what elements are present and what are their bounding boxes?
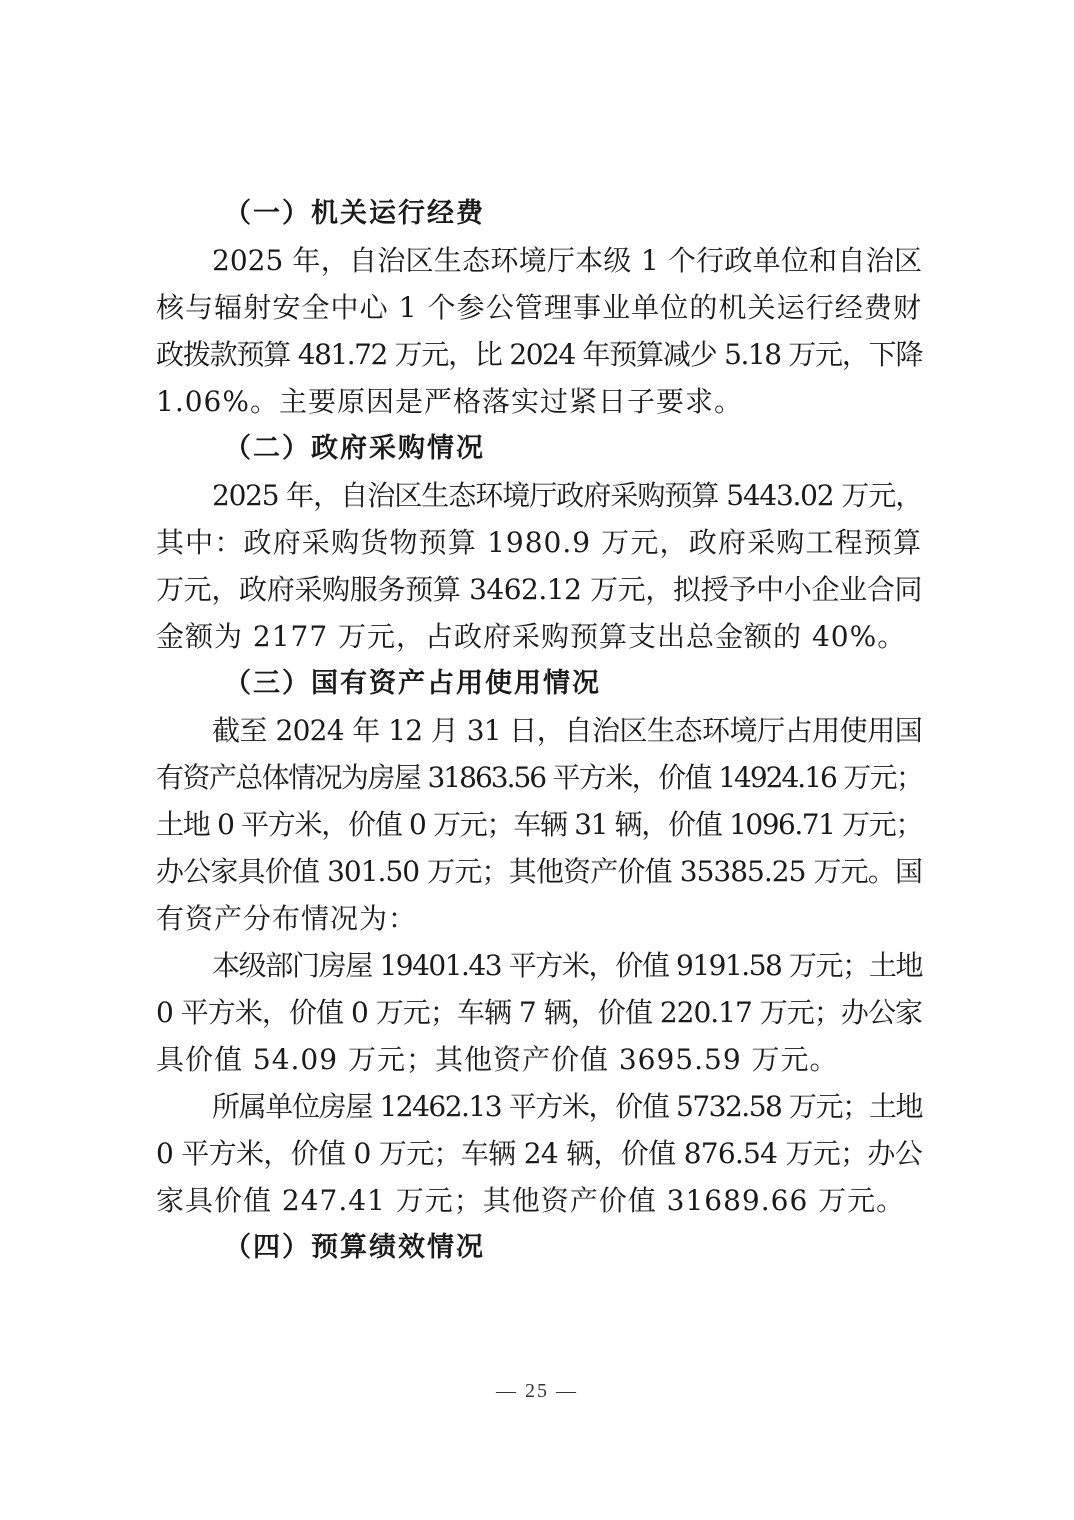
text-line: 本级部门房屋 19401.43 平方米，价值 9191.58 万元；土地: [212, 949, 922, 982]
paragraph-operating-expenses: [156, 237, 922, 425]
text-line: 截至 2024 年 12 月 31 日，自治区生态环境厅占用使用国: [212, 714, 922, 747]
page-number: — 25 —: [496, 1380, 578, 1402]
section-heading-1: （一）机关运行经费: [224, 198, 485, 229]
text-line: 金额为 2177 万元，占政府采购预算支出总金额的 40%。: [156, 620, 907, 653]
text-line: 其中：政府采购货物预算 1980.9 万元，政府采购工程预算: [156, 526, 922, 559]
text-line: 有资产分布情况为：: [156, 902, 418, 935]
text-line: 0 平方米，价值 0 万元；车辆 7 辆，价值 220.17 万元；办公家: [156, 996, 922, 1029]
text-line: 2025 年，自治区生态环境厅本级 1 个行政单位和自治区: [212, 244, 922, 277]
paragraph-assets-overall: [156, 707, 922, 942]
text-line: 0 平方米，价值 0 万元；车辆 24 辆，价值 876.54 万元；办公: [156, 1137, 922, 1170]
section-heading-4: （四）预算绩效情况: [224, 1232, 485, 1263]
text-line: 家具价值 247.41 万元；其他资产价值 31689.66 万元。: [156, 1184, 906, 1217]
paragraph-assets-subordinate: [156, 1083, 922, 1224]
text-line: 政拨款预算 481.72 万元，比 2024 年预算减少 5.18 万元，下降: [156, 338, 922, 371]
text-line: 所属单位房屋 12462.13 平方米，价值 5732.58 万元；土地: [212, 1090, 922, 1123]
text-line: 具价值 54.09 万元；其他资产价值 3695.59 万元。: [156, 1043, 839, 1076]
paragraph-procurement: [156, 472, 922, 660]
text-line: 核与辐射安全中心 1 个参公管理事业单位的机关运行经费财: [156, 291, 922, 324]
text-line: 有资产总体情况为房屋 31863.56 平方米，价值 14924.16 万元；: [156, 761, 922, 794]
text-line: 1.06%。主要原因是严格落实过紧日子要求。: [156, 385, 743, 418]
document-body: [156, 190, 922, 1271]
section-heading-3: （三）国有资产占用使用情况: [224, 668, 601, 699]
text-line: 万元，政府采购服务预算 3462.12 万元，拟授予中小企业合同: [156, 573, 922, 606]
paragraph-assets-department: [156, 942, 922, 1083]
text-line: 办公家具价值 301.50 万元；其他资产价值 35385.25 万元。国: [156, 855, 922, 888]
text-line: 2025 年，自治区生态环境厅政府采购预算 5443.02 万元，: [212, 479, 922, 512]
text-line: 土地 0 平方米，价值 0 万元；车辆 31 辆，价值 1096.71 万元；: [156, 808, 922, 841]
section-heading-2: （二）政府采购情况: [224, 433, 485, 464]
